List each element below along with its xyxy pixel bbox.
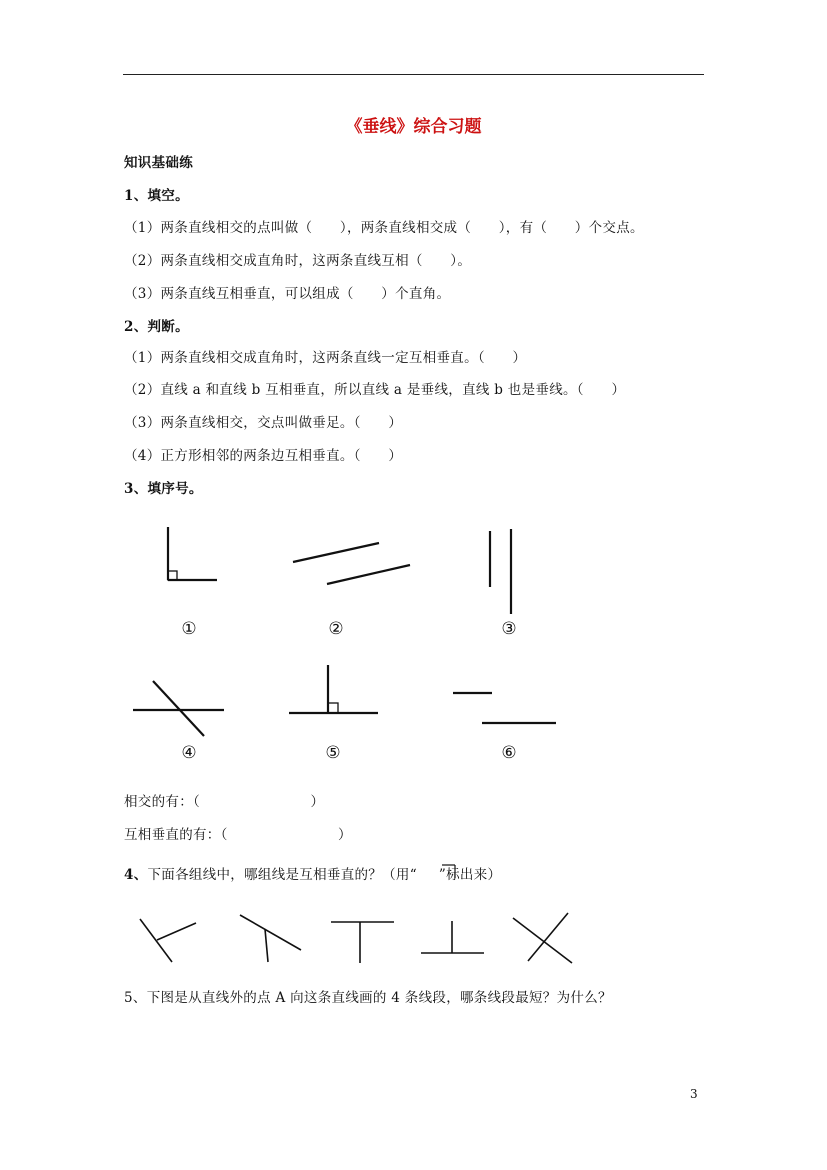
figure-4-lines xyxy=(133,681,224,736)
q2-item-3: （3）两条直线相交，交点叫做垂足。（ ） xyxy=(124,415,403,431)
figure-1-lines xyxy=(168,527,217,580)
figure-6-lines xyxy=(453,693,556,723)
q4-group-5 xyxy=(513,913,572,963)
page-number: 3 xyxy=(690,1087,698,1101)
figure-5-lines xyxy=(289,665,378,713)
q4-heading-tail: ”标出来） xyxy=(438,867,502,883)
figure-label-5: ⑤ xyxy=(325,743,341,763)
figure-label-3: ③ xyxy=(501,619,517,639)
figure-label-6: ⑥ xyxy=(501,743,517,763)
page-title: 《垂线》综合习题 xyxy=(345,117,482,137)
figure-3-lines xyxy=(490,529,511,614)
q1-heading: 1、填空。 xyxy=(124,188,189,204)
q4-group-3 xyxy=(331,922,394,963)
answer-perpendicular: 互相垂直的有：（ ） xyxy=(124,827,352,843)
q1-item-1: （1）两条直线相交的点叫做（ ），两条直线相交成（ ），有（ ）个交点。 xyxy=(124,220,644,236)
q2-heading: 2、判断。 xyxy=(124,319,189,335)
q3-heading: 3、填序号。 xyxy=(124,481,203,497)
q1-item-3: （3）两条直线互相垂直，可以组成（ ）个直角。 xyxy=(124,286,451,302)
q4-group-2 xyxy=(240,915,301,962)
q4-heading-text: 下面各组线中，哪组线是互相垂直的？（用“ xyxy=(147,867,417,883)
figure-label-2: ② xyxy=(328,619,344,639)
figure-2-lines xyxy=(293,543,410,584)
q4-group-1 xyxy=(140,919,196,962)
q1-item-2: （2）两条直线相交成直角时，这两条直线互相（ ）。 xyxy=(124,253,472,269)
q2-item-2: （2）直线 a 和直线 b 互相垂直，所以直线 a 是垂线，直线 b 也是垂线。（ ） xyxy=(124,382,626,398)
q4-group-4 xyxy=(421,921,484,953)
section-heading: 知识基础练 xyxy=(124,155,193,171)
q5-heading: 5、下图是从直线外的点 A 向这条直线画的 4 条线段，哪条线段最短？为什么？ xyxy=(124,990,612,1006)
q2-item-1: （1）两条直线相交成直角时，这两条直线一定互相垂直。（ ） xyxy=(124,350,527,366)
figure-label-1: ① xyxy=(181,619,197,639)
q2-item-4: （4）正方形相邻的两条边互相垂直。（ ） xyxy=(124,448,403,464)
q4-heading: 4、下面各组线中，哪组线是互相垂直的？（用“ ”标出来） xyxy=(124,867,502,883)
answer-intersect: 相交的有：（ ） xyxy=(124,794,325,810)
figure-label-4: ④ xyxy=(181,743,197,763)
